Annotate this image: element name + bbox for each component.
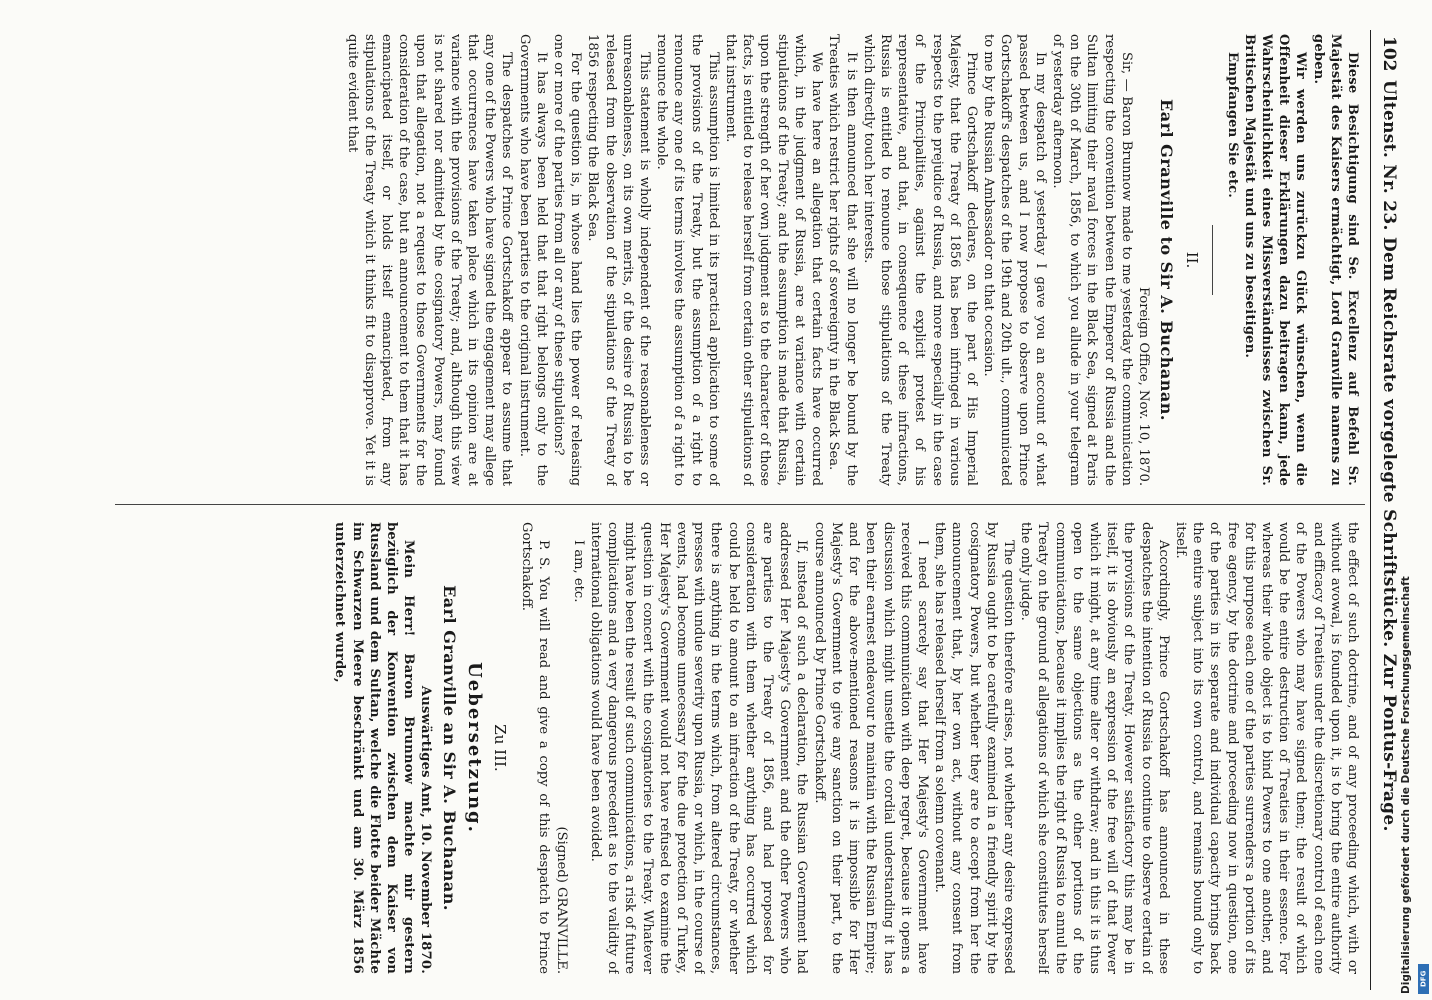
section-number: II. — [1183, 251, 1202, 269]
section-rule — [1212, 225, 1213, 295]
body-paragraph: If, instead of such a declaration, the Russian Government had addressed Her Majesty's Government and the other Powers who are parties to the Treaty of 1856, and had proposed for consideration with them whether anything has occurred which could be held to amount to an infraction of the Treaty, or whether there is anything in the terms which, from altered circumstances, presses with undue severity upon Russia, or which, in the course of events, had become unnecessary for the due protection of Turkey, Her Majesty's Government would not have refused to examine the question in concert with the cosignatories to the Treaty. Whatever might have been the result of such communications, a risk of future complications and a very dangerous precedent as to the validity of international obligations would have been avoided. — [588, 522, 810, 974]
body-paragraph: For the question is, in whose hand lies the power of releasing one or more of the parties from all or any of these stipulations? — [551, 34, 584, 486]
body-paragraph: It has always been held that that right belongs only to the Governments who have been parties to the original instrument. — [516, 34, 549, 486]
annex-label: Zu III. — [491, 724, 510, 772]
body-paragraph: The question therefore arises, not whether any desire expressed by Russia ought to be carefully examined in a friendly spirit by the cosignatory Powers, but whether they are to accept from her the announcement that, by her own act, without any consent from them, she has released herself from a solemn covenant. — [932, 522, 1016, 974]
body-paragraph: This statement is wholly independent of the reasonableness or unreasonableness, on its own merits, of the desire of Russia to be released from the observation of the stipulations of the Treaty of 1856 respecting the Black Sea. — [585, 34, 653, 486]
body-paragraph: This assumption is limited in its practical application to some of the provisions of the Treaty, but the assumption of a right to renounce any one of its terms involves the assumption of a right to renounce the whole. — [654, 34, 721, 486]
body-paragraph: The despatches of Prince Gortschakoff appear to assume that any one of the Powers who have signed the engagement may allege that occurrences have taken place which in its opinion are at variance with the provisions of the Treaty; and, although this view is not shared nor admitted by the cosignatory Powers, may found upon that allegation, not a request to those Governments for the consideration of the case, but an announcement to them that it has emancipated itself, or holds itself emancipated, from any stipulations of the Treaty which it thinks fit to disapprove. Yet it is quite evident that — [344, 34, 515, 486]
body-paragraph: In my despatch of yesterday I gave you an account of what passed between us, and I now propose to observe upon Prince Gortschakoff's despatches of the 19th and 20th ult., communicated to me by the Russian Ambassador on that occasion. — [981, 34, 1048, 486]
signature: (Signed) GRANVILLE. — [553, 826, 569, 974]
body-paragraph: the effect of such doctrine, and of any proceeding which, with or without avowal, is founded upon it, is to bring the entire authority and efficacy of Treaties under the discretionary control of each one of the Powers who may have signed them; the result of which would be the entire destruction of Treaties in their essence. For whereas their whole object is to bind Powers to one another, and for this purpose each one of the parties surrenders a portion of its free agency, by the doctrine and proceeding now in question, one of the parties in its separate and individual capacity brings back the entire subject into its own control, and remains bound only to itself. — [1172, 522, 1360, 974]
digitization-credit: Digitalisierung gefördert durch die Deutsche Forschungsgemeinschaft — [1400, 576, 1412, 994]
body-paragraph: We have here an allegation that certain facts have occurred which, in the judgment of Russia, are at variance with certain stipulations of the Treaty; and the assumption is made that Russia, upon the strength of her own judgment as to the character of those facts, is entitled to release herself from certain other stipulations of that instrument. — [723, 34, 825, 486]
body-paragraph: Sir, — Baron Brunnow made to me yesterday the communication respecting the convention between the Emperor of Russia and the Sultan limiting their naval forces in the Black Sea, signed at Paris on the 30th of March, 1856, to which you allude in your telegram of yesterday afternoon. — [1049, 34, 1134, 486]
german-intro-paragraph: Diese Besichtigung sind Se. Excellenz auf Befehl Sr. Majestät des Kaisers ermächtigt, Lord Granville namens zu geben. — [1310, 34, 1360, 486]
body-paragraph: It is then announced that she will no longer be bound by the Treaties which restrict her rights of sovereignty in the Black Sea. — [826, 34, 859, 486]
dateline: Foreign Office, Nov. 10, 1870. — [1135, 286, 1151, 486]
german-intro-paragraph: Wir werden uns zurückzu Glück wünschen, wenn die Offenheit dieser Erklärungen dazu beitragen kann, jede Wahrscheinlichkeit eines Missverständnisses zwischen Sr. Britischen Majestät und uns zu beseitigen. — [1241, 34, 1309, 486]
section-title: Earl Granville to Sir A. Buchanan. — [1157, 99, 1177, 421]
annex-paragraph: Mein Herr! Baron Brunnow machte mir gestern bezüglich der Konvention zwischen dem Kaiser von Russland und dem Sultan, welche die Flotte beider Mächte im Schwarzen Meere beschränkt und am 30. März 1856 unterzeichnet wurde, — [332, 522, 417, 974]
annex-dateline: Auswärtiges Amt, 10. November 1870. — [418, 685, 434, 974]
running-head-text: Ultenst. Nr. 23. Dem Reichsrate vorgelegte Schriftstücke. Zur Pontus-Frage. — [1379, 80, 1399, 832]
rotated-document-page — [100, 30, 1405, 990]
page-number: 102 — [1379, 36, 1399, 72]
body-paragraph: Accordingly, Prince Gortschakoff has announced in these despatches the intention of Russia to continue to observe certain of the provisions of the Treaty. However satisfactory this may be in itself, it is obviously an expression of the free will of that Power which it might, at any time alter or withdraw; and in this it is thus open to the same objections as the other portions of the communications, because it implies the right of Russia to annul the Treaty on the ground of allegations of which she constitutes herself the only judge. — [1018, 522, 1171, 974]
annex-heading: Uebersetzung. — [463, 662, 485, 834]
postscript: P. S. You will read and give a copy of this despatch to Prince Gortschakoff. — [519, 522, 552, 974]
body-paragraph: I need scarcely say that Her Majesty's Government have received this communication with deep regret, because it opens a discussion which might unsettle the cordial understanding it has been their earnest endeavour to maintain with the Russian Empire; and for the above-mentioned reasons it is impossible for Her Majesty's Government to give any sanction on their part, to the course announced by Prince Gortschakoff. — [811, 522, 930, 974]
left-column — [111, 34, 1361, 486]
right-column — [111, 522, 1361, 974]
dfg-logo: DFG — [1418, 964, 1429, 994]
column-divider — [115, 504, 1365, 505]
german-greeting: Empfangen Sie etc. — [1224, 52, 1240, 199]
annex-title: Earl Granville an Sir A. Buchanan. — [439, 585, 459, 911]
closing-line: I am, etc. — [570, 540, 586, 603]
body-paragraph: Prince Gortschakoff declares, on the part of His Imperial Majesty, that the Treaty of 1856 has been infringed in various respects to the prejudice of Russia, and more especially in the case of the Principalities, against the explicit protest of his representative, and that, in consequence of these infractions, Russia is entitled to renounce those stipulations of the Treaty which directly touch her interests. — [860, 34, 979, 486]
